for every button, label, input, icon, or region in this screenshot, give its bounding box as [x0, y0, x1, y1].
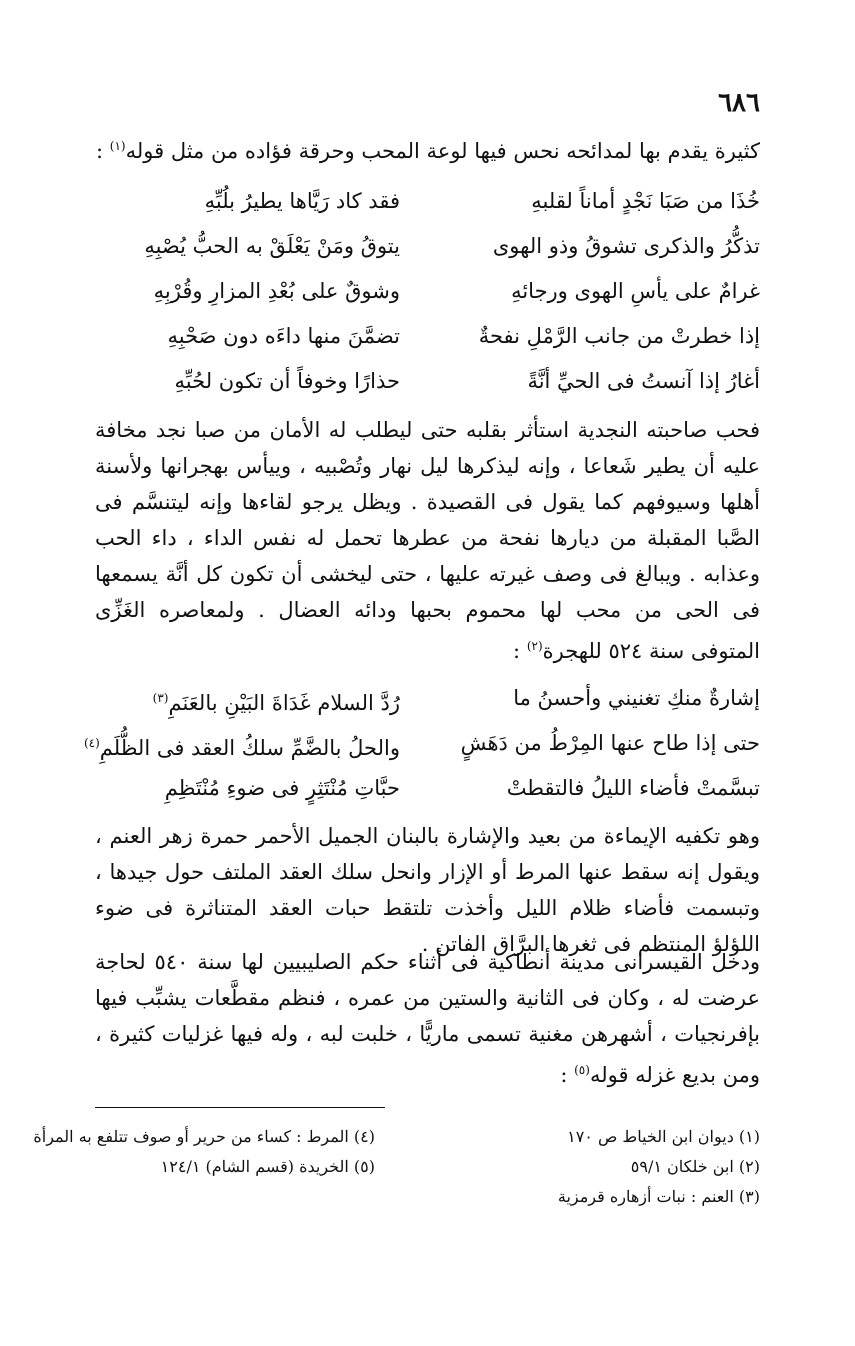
commentary-paragraph-1	[95, 412, 760, 669]
commentary-paragraph-2	[95, 818, 760, 962]
poem2-hemistich-a: تبسَّمتْ فأضاء الليلُ فالتقطتْ	[506, 776, 760, 800]
footnote-ref-4: (٤)	[83, 736, 100, 750]
poem1-hemistich-b: تضمَّنَ منها داءَه دون صَحْبِهِ	[167, 324, 400, 348]
intro-colon: :	[96, 139, 104, 163]
commentary-3-text: ودخل القيسرانى مدينة أنطاكية فى أثناء حكم الصليبيين لها سنة ٥٤٠ لحاجة عرضت له ، وكان فى الثانية والستين من عمره ، فنظم مقطَّعات يشبِّب فيها بإفرنجيات ، أشهرهن مغنية تسمى ماريًّا ، خلبت لبه ، وله فيها غزليات كثيرة ، ومن بديع غزله قوله	[95, 950, 760, 1087]
footnote-ref-2: (٢)	[526, 639, 543, 653]
poem2-hemistich-b	[84, 725, 400, 766]
footnote-ref-5: (٥)	[574, 1063, 590, 1077]
poem2-hemistich-a: حتى إذا طاح عنها المِرْطُ من دَهَشٍ	[460, 731, 760, 755]
footnote-ref-1: (١)	[109, 139, 126, 153]
poem1-hemistich-a: أغارُ إذا آنستُ فى الحيِّ أنَّةً	[527, 369, 760, 393]
poem2-verse	[95, 770, 760, 806]
commentary-paragraph-3	[95, 944, 760, 1093]
commentary-1-colon: :	[513, 639, 521, 663]
poem1-hemistich-a: تذكُّرُ والذكرى تشوقُ وذو الهوى	[492, 234, 760, 258]
footnote-ref-3: (٣)	[152, 691, 169, 705]
poem1-verse	[95, 183, 760, 219]
poem1-verse	[95, 273, 760, 309]
poem1-verse	[95, 228, 760, 264]
commentary-1-text: فحب صاحبته النجدية استأثر بقلبه حتى ليطلب له الأمان من صبا نجد مخافة عليه أن يطير شَعاعا ، وإنه ليذكرها ليل نهار وتُصْبيه ، وييأس بهجرانها ولأسنة أهلها وسيوفهم كما يقول فى القصيدة . ويظل يرجو لقاءها وإنه ليتنسَّم فى الصَّبا المقبلة من ديارها نفحة من عطرها تحمل له نفس الداء ، داء الحب وعذابه . ويبالغ فى وصف غيرته عليها ، حتى ليخشى أن تكون كل أنَّة يسمعها فى الحى من محب لها محموم بحبها ودائه العضال . ولمعاصره الغَزِّى المتوفى سنة ٥٢٤ للهجرة	[95, 418, 760, 663]
footnote-5: (٥) الخريدة (قسم الشام) ١٢٤/١	[160, 1157, 375, 1176]
poem1-hemistich-a: غرامٌ على يأسِ الهوى ورجائهِ	[511, 279, 760, 303]
poem2-hemistich-a: إشارةٌ منكِ تغنيني وأحسنُ ما	[513, 686, 760, 710]
poem1-hemistich-b: حذارًا وخوفاً أن تكون لحُبِّهِ	[174, 369, 400, 393]
poem1-hemistich-a: خُذَا من صَبَا نَجْدٍ أماناً لقلبهِ	[531, 189, 760, 213]
page-number: ٦٨٦	[718, 88, 760, 118]
footnote-4: (٤) المرط : كساء من حرير أو صوف تتلفع به المرأة	[33, 1127, 375, 1146]
poem1-verse	[95, 318, 760, 354]
poem2-hemistich-b-text: والحلُ بالضَّمِّ سلكُ العقد فى الظُّلَمِ	[99, 736, 400, 760]
poem2-verse	[95, 680, 760, 716]
poem1-verse	[95, 363, 760, 399]
intro-paragraph	[95, 128, 760, 169]
footnote-2: (٢) ابن خلكان ٥٩/١	[630, 1157, 760, 1176]
poem1-hemistich-b: وشوقٌ على بُعْدِ المزارِ وقُرْبِهِ	[153, 279, 400, 303]
commentary-2-text: وهو تكفيه الإيماءة من بعيد والإشارة بالبنان الجميل الأحمر حمرة زهر العنم ، ويقول إنه سقط عنها المرط أو الإزار وانحل سلك العقد الملتف حول جيدها ، وتبسمت فأضاء ظلام الليل وأخذت تلتقط حبات العقد المتناثرة فى ضوء اللؤلؤ المنتظم فى ثغرها البرَّاق الفاتن .	[95, 824, 760, 956]
poem2-hemistich-b-text: رُدَّ السلام غَدَاةَ البَيْنِ بالعَنَمِ	[168, 691, 400, 715]
footnote-3: (٣) العنم : نبات أزهاره قرمزية	[557, 1187, 760, 1206]
poem2-hemistich-b: حبَّاتِ مُنْتَثِرٍ فى ضوءِ مُنْتَظِمِ	[164, 776, 400, 800]
footnote-1: (١) ديوان ابن الخياط ص ١٧٠	[567, 1127, 760, 1146]
poem2-verse	[83, 725, 760, 761]
commentary-3-colon: :	[560, 1063, 568, 1087]
poem1-hemistich-b: فقد كاد رَيَّاها يطيرُ بلُبِّهِ	[204, 189, 400, 213]
intro-text: كثيرة يقدم بها لمدائحه نحس فيها لوعة المحب وحرقة فؤاده من مثل قوله	[125, 139, 760, 163]
poem2-hemistich-b	[153, 680, 400, 721]
poem1-hemistich-a: إذا خطرتْ من جانب الرَّمْلِ نفحةٌ	[478, 324, 760, 348]
footnote-separator	[95, 1107, 385, 1108]
poem1-hemistich-b: يتوقُ ومَنْ يَعْلَقْ به الحبُّ يُصْبِهِ	[144, 234, 400, 258]
